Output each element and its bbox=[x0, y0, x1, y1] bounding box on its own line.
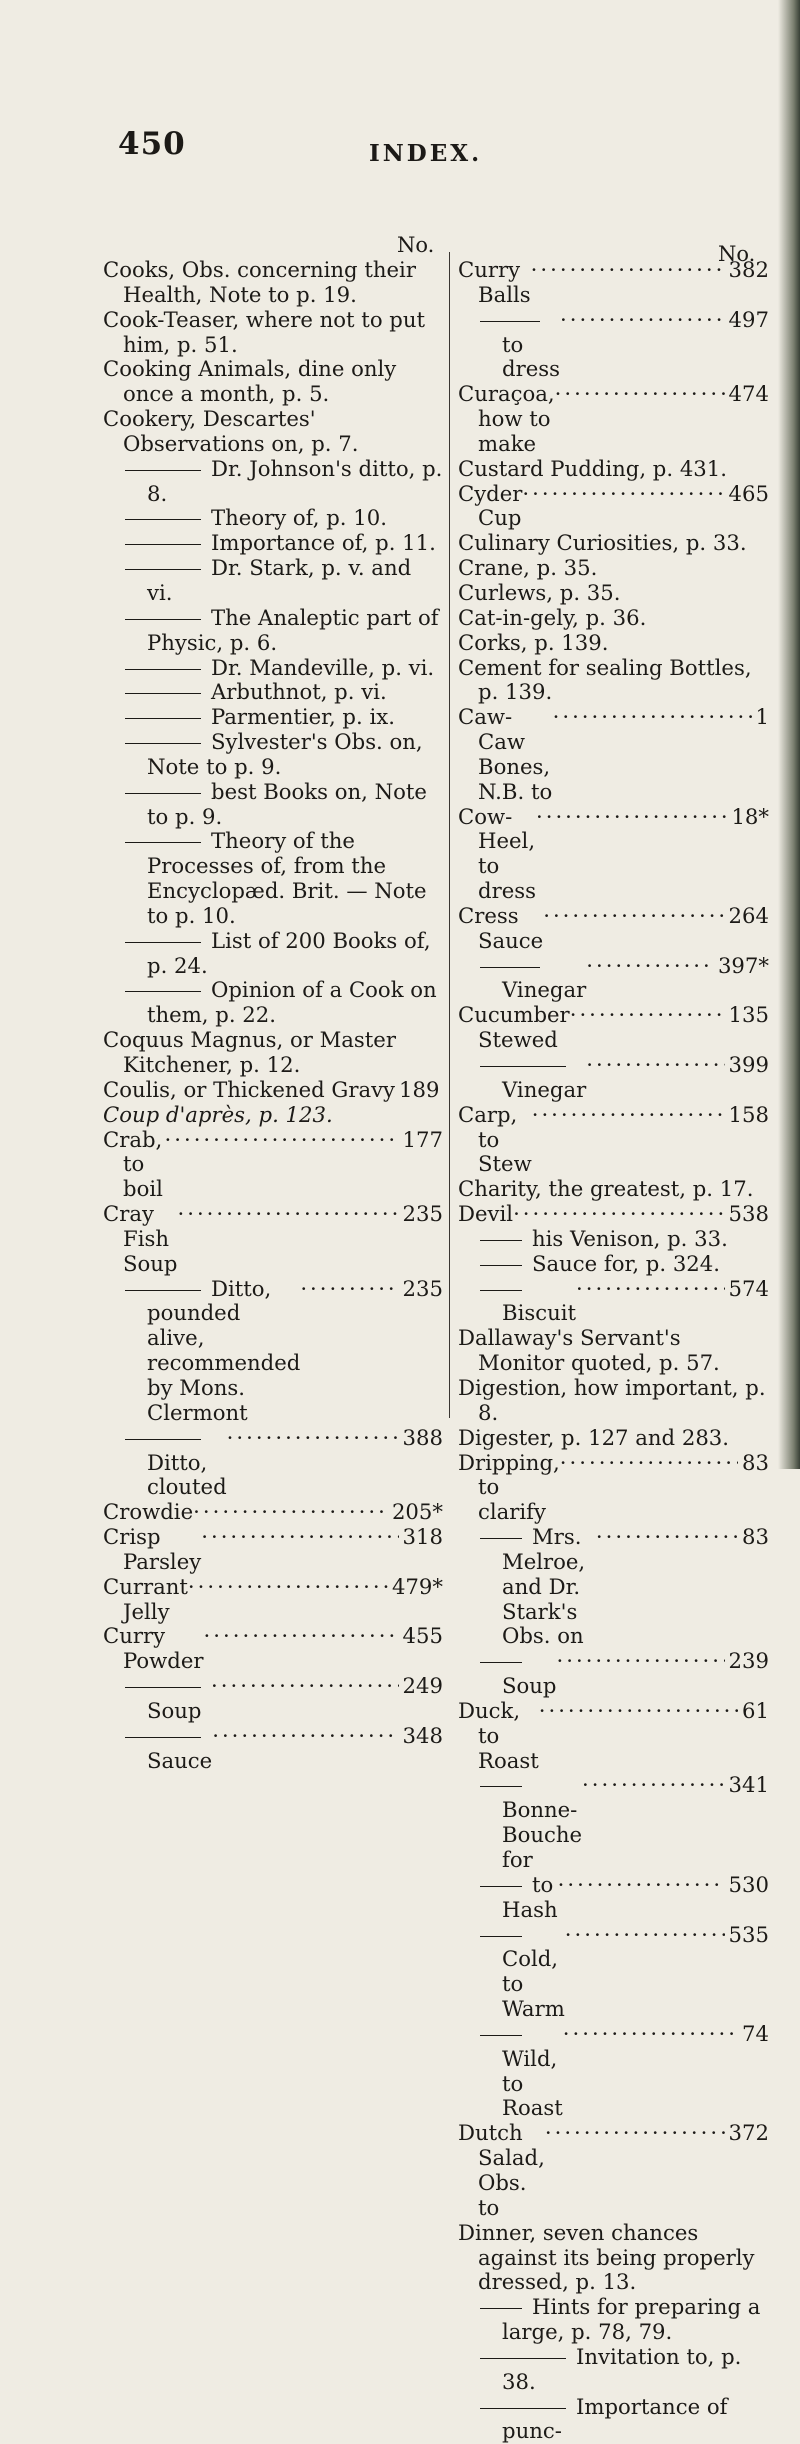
index-subentry: best Books on, Note to p. 9. bbox=[103, 780, 443, 830]
ditto-dash bbox=[480, 1240, 522, 1241]
index-subentry: Hints for preparing a large, p. 78, 79. bbox=[458, 2295, 769, 2345]
ditto-dash bbox=[125, 1687, 201, 1688]
index-entry: Coup d'après, p. 123. bbox=[103, 1101, 333, 1127]
index-subentry: to dress ····· 497 bbox=[458, 308, 769, 383]
ditto-dash bbox=[480, 2358, 566, 2359]
index-subentry: Soup ····· 239 bbox=[458, 1649, 769, 1699]
ditto-dash bbox=[480, 2035, 522, 2036]
ditto-dash bbox=[480, 1066, 566, 1067]
index-subentry: Soup ····· 249 bbox=[103, 1674, 443, 1724]
leader-dots bbox=[560, 308, 725, 333]
index-entry: Cucumber Stewed ····· 135 bbox=[458, 1003, 769, 1053]
page-edge-shadow bbox=[778, 0, 800, 1469]
index-subentry: Arbuthnot, p. vi. bbox=[103, 680, 443, 705]
index-entry: Cress Sauce ····· 264 bbox=[458, 904, 769, 954]
index-entry: Cook-Teaser, where not to put him, p. 51. bbox=[103, 306, 426, 357]
leader-dots bbox=[177, 1202, 398, 1227]
leader-dots bbox=[586, 954, 714, 979]
ditto-dash bbox=[125, 1439, 201, 1440]
ditto-dash bbox=[480, 2308, 522, 2309]
leader-dots bbox=[204, 1624, 399, 1649]
index-entry: Dripping, to clarify ····· 83 bbox=[458, 1451, 769, 1526]
index-entry: Digester, p. 127 and 283. bbox=[458, 1424, 730, 1450]
leader-dots bbox=[563, 2022, 738, 2047]
index-entry: Coquus Magnus, or Master Kitchener, p. 12. bbox=[103, 1027, 396, 1077]
ditto-dash bbox=[480, 1886, 522, 1887]
ditto-dash bbox=[125, 743, 201, 744]
index-entry: Cyder Cup ····· 465 bbox=[458, 482, 769, 532]
index-entry: Cow-Heel, to dress ····· 18* bbox=[458, 805, 769, 904]
index-subentry: Cold, to Warm ····· 535 bbox=[458, 1923, 769, 2022]
index-entry: Cray Fish Soup ····· 235 bbox=[103, 1202, 443, 1277]
index-subentry: Ditto, clouted ····· 388 bbox=[103, 1426, 443, 1501]
index-subentry: Dr. Johnson's ditto, p. 8. bbox=[103, 457, 443, 507]
ditto-dash bbox=[125, 544, 201, 545]
index-subentry: Theory of the Processes of, from the Encyclopæd. Brit. — Note to p. 10. bbox=[103, 829, 443, 928]
index-column-right bbox=[458, 258, 769, 2444]
index-entry: Cement for sealing Bottles, p. 139. bbox=[458, 654, 752, 705]
leader-dots bbox=[536, 805, 727, 830]
ditto-dash bbox=[125, 793, 201, 794]
index-subentry: his Venison, p. 33. bbox=[458, 1227, 769, 1252]
leader-dots bbox=[539, 1699, 738, 1724]
leader-dots bbox=[188, 1575, 388, 1600]
ditto-dash bbox=[480, 1786, 522, 1787]
ditto-dash bbox=[125, 942, 201, 943]
leader-dots bbox=[513, 1202, 724, 1227]
ditto-dash bbox=[125, 1737, 201, 1738]
leader-dots bbox=[565, 1923, 725, 1948]
index-entry: Charity, the greatest, p. 17. bbox=[458, 1176, 754, 1202]
leader-dots bbox=[227, 1426, 399, 1451]
index-entry: Coulis, or Thickened Gravy 189 bbox=[103, 1076, 440, 1102]
leader-dots bbox=[570, 1003, 725, 1028]
ditto-dash bbox=[125, 991, 201, 992]
ditto-dash bbox=[480, 1265, 522, 1266]
leader-dots bbox=[211, 1674, 399, 1699]
leader-dots bbox=[586, 1053, 724, 1078]
ditto-dash bbox=[125, 519, 201, 520]
index-entry: Cat-in-gely, p. 36. bbox=[458, 604, 647, 630]
right-column-no-label: No. bbox=[718, 242, 756, 266]
ditto-dash bbox=[480, 321, 540, 322]
ditto-dash bbox=[125, 693, 201, 694]
index-entry: Digestion, how important, p. 8. bbox=[458, 1374, 766, 1425]
index-entry: Currant Jelly ····· 479* bbox=[103, 1575, 443, 1625]
ditto-dash bbox=[125, 1290, 201, 1291]
index-subentry: Invitation to, p. 38. bbox=[458, 2345, 769, 2395]
leader-dots bbox=[558, 1873, 725, 1898]
column-divider bbox=[449, 252, 450, 1418]
leader-dots bbox=[543, 904, 724, 929]
leader-dots bbox=[596, 1525, 738, 1550]
leader-dots bbox=[164, 1128, 398, 1153]
index-subentry: Sauce for, p. 324. bbox=[458, 1252, 769, 1277]
index-entry: Curaçoa, how to make ····· 474 bbox=[458, 382, 769, 457]
leader-dots bbox=[582, 1773, 725, 1798]
ditto-dash bbox=[480, 1662, 522, 1663]
ditto-dash bbox=[125, 842, 201, 843]
index-subentry: Theory of, p. 10. bbox=[103, 506, 443, 531]
leader-dots bbox=[576, 1277, 725, 1302]
index-subentry: Vinegar ····· 399 bbox=[458, 1053, 769, 1103]
ditto-dash bbox=[480, 1936, 522, 1937]
leader-dots bbox=[193, 1500, 388, 1525]
index-entry: Cookery, Descartes' Observations on, p. 7. bbox=[103, 406, 359, 456]
index-subentry: Sauce ····· 348 bbox=[103, 1724, 443, 1774]
index-subentry: Biscuit ····· 574 bbox=[458, 1277, 769, 1327]
index-subentry: Vinegar ····· 397* bbox=[458, 954, 769, 1004]
index-subentry: Sylvester's Obs. on, Note to p. 9. bbox=[103, 730, 443, 780]
leader-dots bbox=[556, 1649, 724, 1674]
index-subentry: Importance of punc- bbox=[458, 2395, 769, 2444]
leader-dots bbox=[212, 1724, 398, 1749]
index-subentry: to Hash ····· 530 bbox=[458, 1873, 769, 1923]
leader-dots bbox=[201, 1525, 398, 1550]
index-subentry: Importance of, p. 11. bbox=[103, 531, 443, 556]
index-subentry: Dr. Stark, p. v. and vi. bbox=[103, 556, 443, 606]
running-head: INDEX. bbox=[369, 140, 483, 167]
index-subentry: Mrs. Melroe, and Dr. Stark's Obs. on ····· 83 bbox=[458, 1525, 769, 1649]
index-column-left bbox=[103, 258, 443, 1773]
ditto-dash bbox=[480, 2408, 566, 2409]
index-entry: Corks, p. 139. bbox=[458, 629, 609, 655]
index-entry: Curlews, p. 35. bbox=[458, 579, 621, 605]
ditto-dash bbox=[125, 569, 201, 570]
index-entry: Caw-Caw Bones, N.B. to ····· 1 bbox=[458, 705, 769, 804]
index-entry: Crowdie ····· 205* bbox=[103, 1500, 443, 1525]
index-entry: Curry Balls ····· 382 bbox=[458, 258, 769, 308]
leader-dots bbox=[560, 1451, 738, 1476]
page-number: 450 bbox=[118, 126, 186, 162]
index-entry: Duck, to Roast ····· 61 bbox=[458, 1699, 769, 1774]
leader-dots bbox=[553, 705, 752, 730]
index-subentry: List of 200 Books of, p. 24. bbox=[103, 929, 443, 979]
index-entry: Crab, to boil ····· 177 bbox=[103, 1128, 443, 1203]
index-subentry: Parmentier, p. ix. bbox=[103, 705, 443, 730]
ditto-dash bbox=[480, 967, 540, 968]
index-entry: Crisp Parsley ····· 318 bbox=[103, 1525, 443, 1575]
leader-dots bbox=[555, 382, 725, 407]
left-column-no-label: No. bbox=[397, 233, 435, 257]
index-subentry: Wild, to Roast ····· 74 bbox=[458, 2022, 769, 2121]
ditto-dash bbox=[125, 718, 201, 719]
ditto-dash bbox=[480, 1290, 522, 1291]
leader-dots bbox=[532, 1103, 725, 1128]
index-subentry: Bonne-Bouche for ····· 341 bbox=[458, 1773, 769, 1872]
index-subentry: Opinion of a Cook on them, p. 22. bbox=[103, 978, 443, 1028]
index-entry: Devil ····· 538 bbox=[458, 1202, 769, 1227]
index-subentry: Ditto, pounded alive, recommended by Mons. Clermont ····· 235 bbox=[103, 1277, 443, 1426]
ditto-dash bbox=[480, 1538, 522, 1539]
ditto-dash bbox=[125, 669, 201, 670]
leader-dots bbox=[545, 2121, 725, 2146]
leader-dots bbox=[522, 482, 724, 507]
leader-dots bbox=[531, 258, 725, 283]
index-entry: Culinary Curiosities, p. 33. bbox=[458, 530, 747, 556]
index-entry: Dinner, seven chances against its being properly dressed, p. 13. bbox=[458, 2219, 755, 2295]
index-entry: Carp, to Stew ····· 158 bbox=[458, 1103, 769, 1178]
index-subentry: The Analeptic part of Physic, p. 6. bbox=[103, 606, 443, 656]
ditto-dash bbox=[125, 619, 201, 620]
index-entry: Dallaway's Servant's Monitor quoted, p. 57. bbox=[458, 1325, 720, 1376]
ditto-dash bbox=[125, 470, 201, 471]
index-entry: Cooking Animals, dine only once a month, p. 5. bbox=[103, 356, 397, 407]
leader-dots bbox=[300, 1277, 398, 1302]
index-entry: Custard Pudding, p. 431. bbox=[458, 455, 727, 481]
index-subentry: Dr. Mandeville, p. vi. bbox=[103, 656, 443, 681]
index-entry: Curry Powder ····· 455 bbox=[103, 1624, 443, 1674]
index-entry: Cooks, Obs. concerning their Health, Note to p. 19. bbox=[103, 257, 416, 307]
index-entry: Dutch Salad, Obs. to ····· 372 bbox=[458, 2121, 769, 2220]
index-entry: Crane, p. 35. bbox=[458, 555, 598, 581]
